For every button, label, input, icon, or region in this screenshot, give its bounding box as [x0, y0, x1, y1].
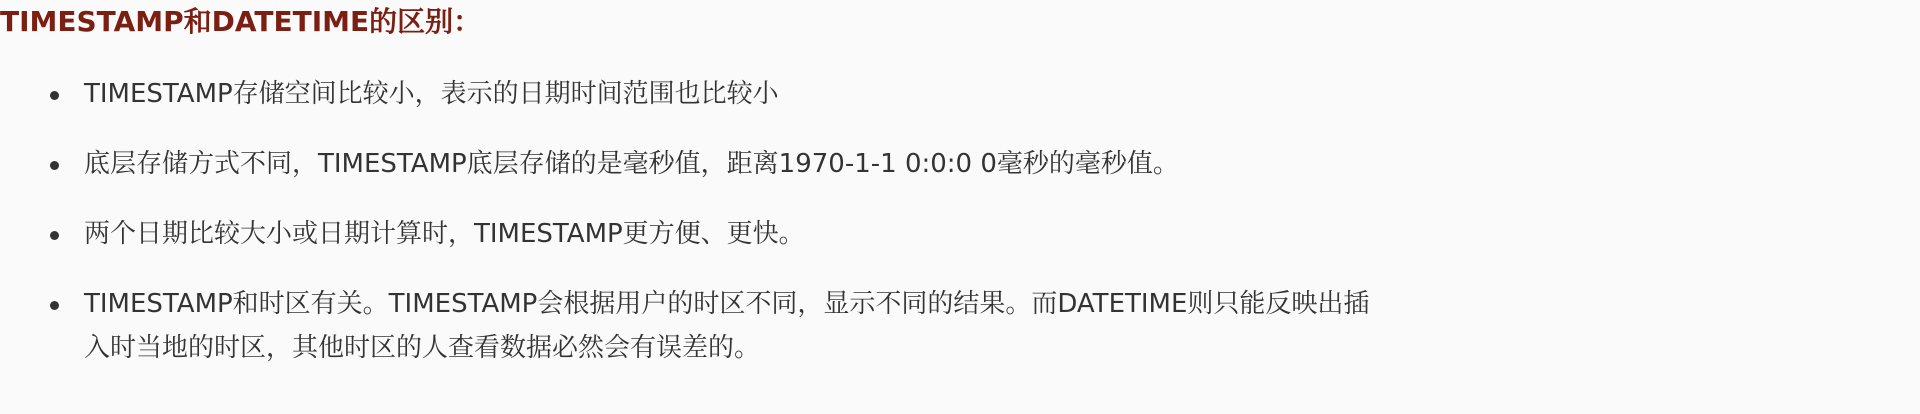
section-heading: TIMESTAMP和DATETIME的区别： [0, 5, 482, 38]
list-item [0, 142, 1740, 186]
list-item-text: 两个日期比较大小或日期计算时，TIMESTAMP更方便、更快。 [84, 219, 805, 249]
list-item [0, 282, 1704, 370]
bullet-icon [50, 91, 59, 100]
list-item-text: TIMESTAMP存储空间比较小，表示的日期时间范围也比较小 [84, 79, 779, 109]
difference-list [0, 72, 1740, 396]
bullet-icon [50, 301, 59, 310]
bullet-icon [50, 161, 59, 170]
list-item-text-line-2: 入时当地的时区，其他时区的人查看数据必然会有误差的。 [84, 333, 761, 363]
list-item-text-line-1: TIMESTAMP和时区有关。TIMESTAMP会根据用户的时区不同，显示不同的结果。而DATETIME则只能反映出插 [84, 289, 1370, 319]
bullet-icon [50, 231, 59, 240]
list-item [0, 72, 1740, 116]
list-item [0, 212, 1740, 256]
list-item-text: 底层存储方式不同，TIMESTAMP底层存储的是毫秒值，距离1970-1-1 0:0:0 0毫秒的毫秒值。 [84, 149, 1179, 179]
